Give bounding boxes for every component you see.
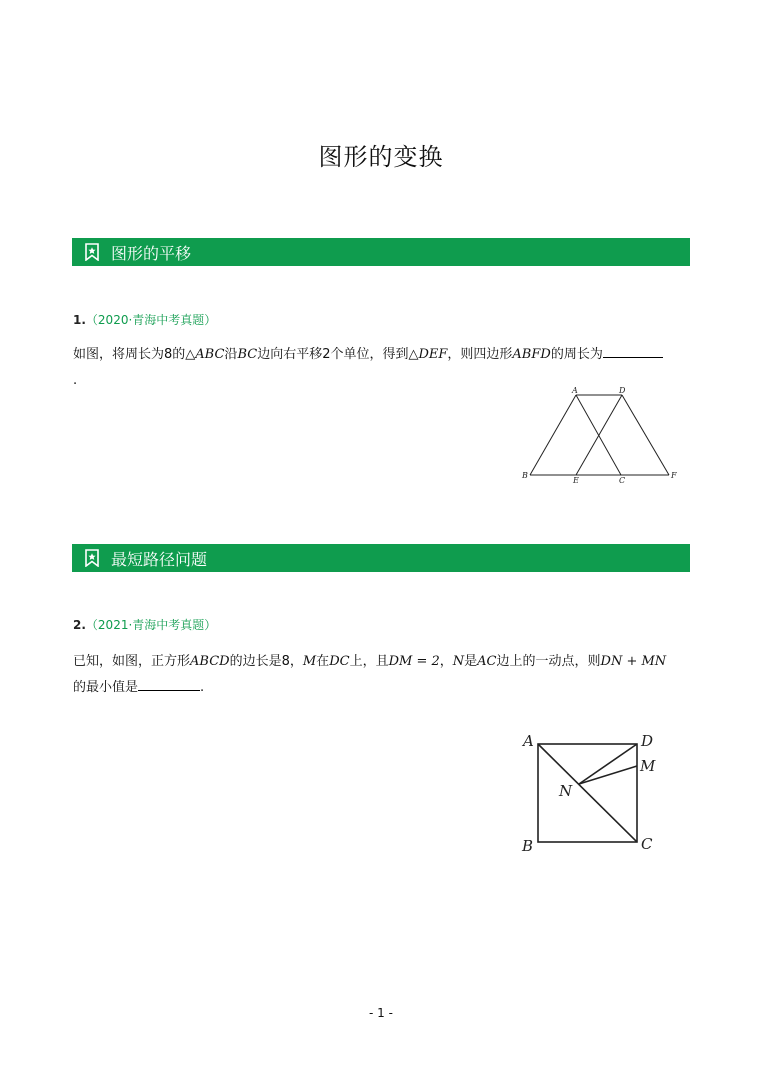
text-run: . [200,680,205,695]
label-f: F [671,471,677,480]
label-a: A [523,732,534,750]
diagonal-ac [538,744,637,842]
page-number: - 1 - [369,1006,393,1020]
question-header [73,616,216,633]
math-run: DM = 2 [388,654,440,669]
label-c: C [619,476,626,485]
answer-blank[interactable] [603,343,663,358]
math-run: ABCD [190,654,230,669]
math-run: ABC [195,347,225,362]
segment-nm [579,766,637,784]
question-header [73,311,216,328]
segment-df [622,395,669,475]
page-title: 图形的变换 [318,143,444,171]
text-run: 在 [316,654,330,669]
question-number: 2. [73,618,86,632]
text-run: 的边长是8， [229,654,303,669]
bookmark-star-icon [83,243,101,261]
section-header-shortest-path [72,544,690,572]
label-c: C [641,835,653,853]
text-run: 如图，将周长为8的△ [73,347,196,362]
question-source: （2021·青海中考真题） [85,618,217,632]
label-b: B [522,837,534,855]
text-run: 边向右平移2个单位，得到△ [257,347,419,362]
math-run: N [452,654,465,669]
section-title: 图形的平移 [111,243,192,263]
text-run: 边上的一动点，则 [496,654,601,669]
text-run: 沿 [224,347,238,362]
label-n: N [559,782,573,800]
math-run: DC [329,654,350,669]
text-run: ， [439,654,453,669]
math-run: ABFD [512,347,551,362]
translation-figure [515,383,685,488]
math-run: DEF [418,347,448,362]
text-run: ，则四边形 [447,347,513,362]
math-run: M [302,654,317,669]
math-run: BC [237,347,258,362]
text-run: 的最小值是 [73,680,139,695]
segment-ab [530,395,576,475]
bookmark-star-icon [83,549,101,567]
label-d: D [641,732,654,750]
label-a: A [572,386,578,395]
text-run: 已知，如图，正方形 [73,654,191,669]
answer-blank[interactable] [138,676,200,691]
label-m: M [640,757,656,775]
question-number: 1. [73,313,86,327]
square-figure [515,728,665,858]
section-title: 最短路径问题 [111,549,208,569]
segment-nd [579,744,637,784]
text-run: 是 [464,654,478,669]
math-run: AC [477,654,497,669]
section-header-translation [72,238,690,266]
text-run: . [73,373,78,388]
text-run: 上，且 [349,654,389,669]
question-source: （2020·青海中考真题） [85,313,217,327]
math-run: DN + MN [600,654,667,669]
label-b: B [522,471,528,480]
label-e: E [573,476,579,485]
label-d: D [619,386,626,395]
text-run: 的周长为 [550,347,603,362]
question-text [73,649,693,701]
